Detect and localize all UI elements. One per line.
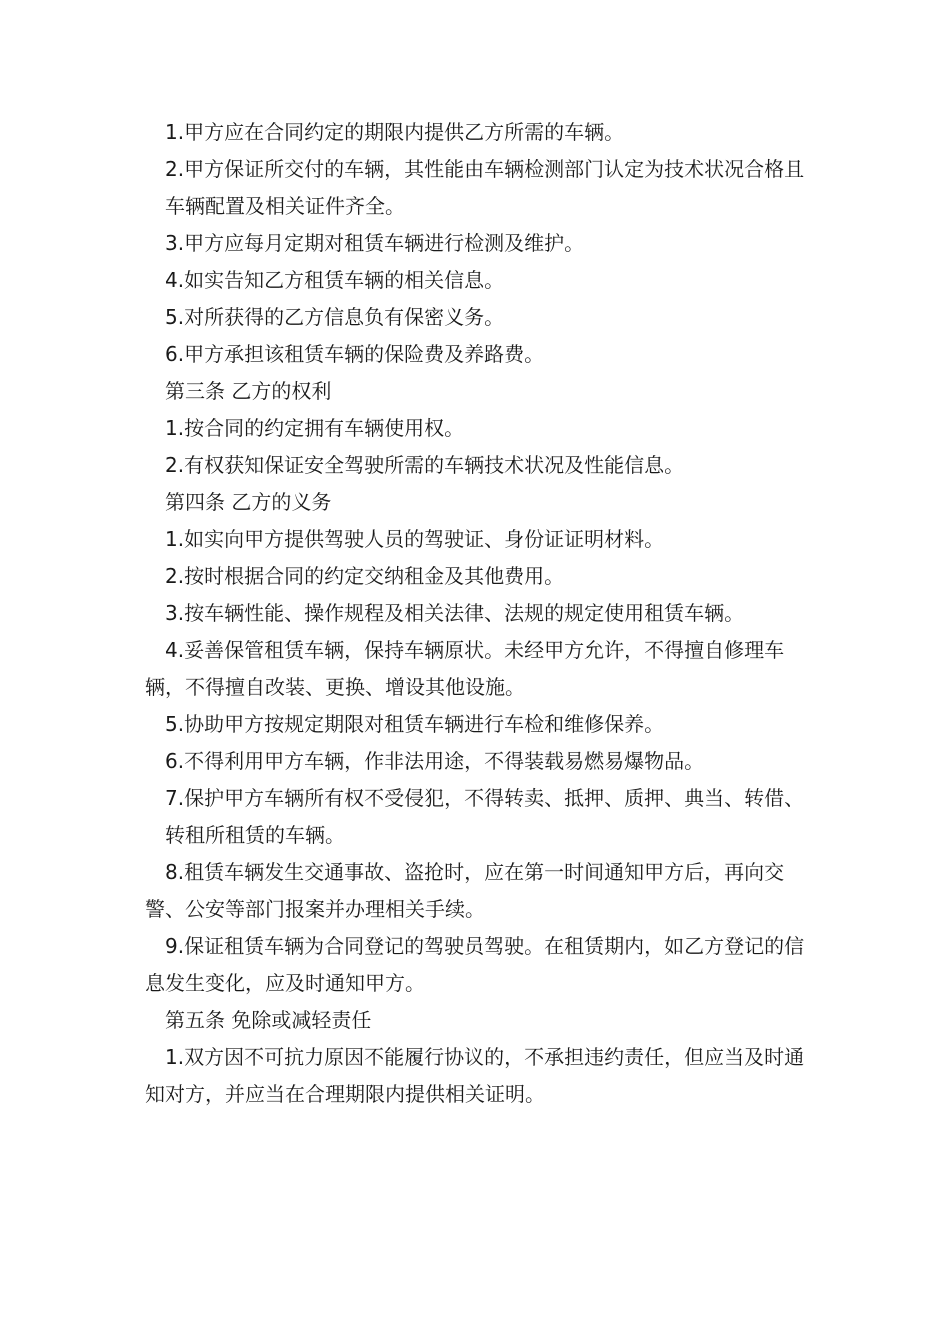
paragraph: 8.租赁车辆发生交通事故、盗抢时，应在第一时间通知甲方后，再向交警、公安等部门报案并办理相关手续。 <box>145 860 785 921</box>
paragraph: 车辆配置及相关证件齐全。 <box>165 194 405 218</box>
paragraph: 4.妥善保管租赁车辆，保持车辆原状。未经甲方允许，不得擅自修理车辆，不得擅自改装、更换、增设其他设施。 <box>145 638 785 699</box>
paragraph: 3.按车辆性能、操作规程及相关法律、法规的规定使用租赁车辆。 <box>165 601 745 625</box>
paragraph: 转租所租赁的车辆。 <box>165 823 345 847</box>
paragraph: 7.保护甲方车辆所有权不受侵犯，不得转卖、抵押、质押、典当、转借、 <box>165 786 805 810</box>
paragraph: 5.协助甲方按规定期限对租赁车辆进行车检和维修保养。 <box>165 712 665 736</box>
section-heading: 第三条 乙方的权利 <box>165 379 332 403</box>
paragraph: 9.保证租赁车辆为合同登记的驾驶员驾驶。在租赁期内，如乙方登记的信息发生变化，应及时通知甲方。 <box>145 934 805 995</box>
paragraph: 2.有权获知保证安全驾驶所需的车辆技术状况及性能信息。 <box>165 453 685 477</box>
paragraph: 1.如实向甲方提供驾驶人员的驾驶证、身份证证明材料。 <box>165 527 665 551</box>
paragraph: 6.不得利用甲方车辆，作非法用途，不得装载易燃易爆物品。 <box>165 749 705 773</box>
paragraph: 2.甲方保证所交付的车辆，其性能由车辆检测部门认定为技术状况合格且 <box>165 157 805 181</box>
paragraph: 1.双方因不可抗力原因不能履行协议的，不承担违约责任，但应当及时通知对方，并应当在合理期限内提供相关证明。 <box>145 1045 805 1106</box>
paragraph: 4.如实告知乙方租赁车辆的相关信息。 <box>165 268 505 292</box>
paragraph: 3.甲方应每月定期对租赁车辆进行检测及维护。 <box>165 231 585 255</box>
paragraph: 1.甲方应在合同约定的期限内提供乙方所需的车辆。 <box>165 120 625 144</box>
paragraph: 6.甲方承担该租赁车辆的保险费及养路费。 <box>165 342 545 366</box>
paragraph: 1.按合同的约定拥有车辆使用权。 <box>165 416 465 440</box>
paragraph: 5.对所获得的乙方信息负有保密义务。 <box>165 305 505 329</box>
document-body <box>145 114 810 1113</box>
section-heading: 第五条 免除或减轻责任 <box>165 1008 372 1032</box>
section-heading: 第四条 乙方的义务 <box>165 490 332 514</box>
paragraph: 2.按时根据合同的约定交纳租金及其他费用。 <box>165 564 565 588</box>
